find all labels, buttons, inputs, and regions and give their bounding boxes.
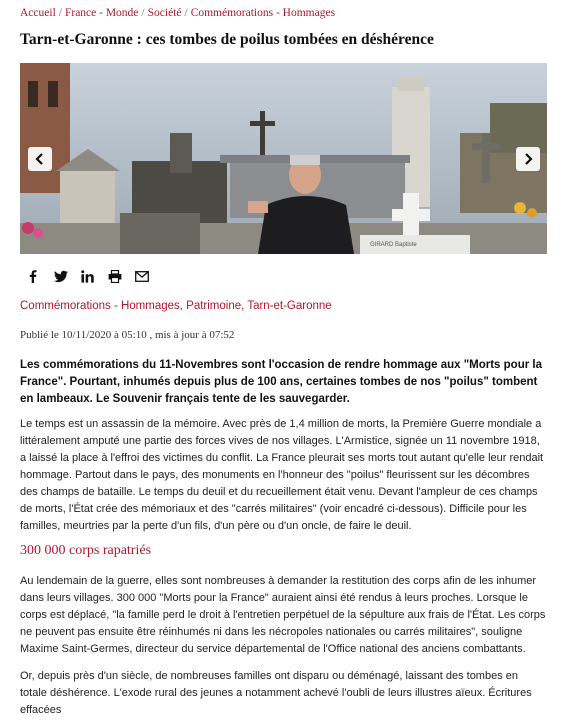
share-linkedin-button[interactable] — [81, 268, 108, 284]
breadcrumb-link-societe[interactable]: Société — [147, 7, 182, 19]
facebook-icon — [27, 269, 39, 283]
breadcrumb-separator: / — [141, 7, 145, 19]
article-paragraph: Le temps est un assassin de la mémoire. Avec près de 1,4 million de morts, la Première Guerre mondiale a littéralement amputé une partie des forces vives de nos villages. L'Armistice, signée un 11 novembre 1918, a laissé la place à l'effroi des victimes du conflit. La France pleurait ses morts tout autant qu'elle leur rendait hommage. Partout dans le pays, des monuments en l'honneur des "poilus" fleurissent sur les décombres des champs de bataille. Le temps du deuil et du recueillement était venu. Devant l'ampleur de ces champs de morts, l'État crée des mémoriaux et des "carrés militaires" (voir encadré ci-dessous). Difficile pour les familles, meurtries par la perte d'un fils, d'un père ou d'un oncle, de faire le deuil. — [20, 418, 544, 532]
email-icon — [135, 271, 149, 282]
breadcrumb-link-home[interactable]: Accueil — [20, 7, 56, 19]
cemetery-photo — [20, 63, 547, 254]
publication-date: Publié le 10/11/2020 à 05:10 , mis à jour à 07:52 — [20, 329, 235, 341]
twitter-icon — [54, 270, 68, 283]
article-paragraph: Au lendemain de la guerre, elles sont nombreuses à demander la restitution des corps afin de les inhumer dans leurs villages. 300 000 "Morts pour la France" auraient ainsi été rendus à leurs proches. Lorsque le corps est déplacé, "la famille perd le droit à l'entretien perpétuel de la sépulture aux frais de l'État. Les corps ne peuvent pas ensuite être réinhumés ni dans les nécropoles nationales ou carrés militaires", souligne Maxime Saint-Germes, directeur du service départemental de l'Office national des anciens combattants. — [20, 575, 546, 655]
tag-link[interactable]: Commémorations - Hommages — [20, 300, 180, 312]
print-icon — [108, 270, 122, 283]
carousel-prev-button[interactable] — [28, 147, 52, 171]
article-tags: Commémorations - Hommages, Patrimoine, Tarn-et-Garonne — [20, 300, 332, 312]
tag-link[interactable]: Patrimoine — [186, 300, 242, 312]
article-photo-carousel — [20, 63, 547, 254]
article-paragraph: Or, depuis près d'un siècle, de nombreuses familles ont disparu ou déménagé, laissant des tombes en totale déshérence. L'exode rural des jeunes a notamment achevé l'oubli de leurs illustres aïeux. Écritures effacées — [20, 670, 532, 716]
share-facebook-button[interactable] — [27, 268, 54, 284]
share-twitter-button[interactable] — [54, 268, 81, 284]
grave-plaque-text: GIRARD Baptiste — [370, 242, 417, 248]
article-subheading: 300 000 corps rapatriés — [20, 543, 152, 558]
share-email-button[interactable] — [135, 268, 162, 284]
print-button[interactable] — [108, 268, 135, 284]
article-title: Tarn-et-Garonne : ces tombes de poilus tombées en déshérence — [20, 31, 434, 48]
article-lead: Les commémorations du 11-Novembres sont l'occasion de rendre hommage aux "Morts pour la France". Pourtant, inhumés depuis plus de 100 ans, certaines tombes de nos "poilus" tombent en lambeaux. Le Souvenir français tente de les sauvegarder. — [20, 359, 542, 405]
tag-link[interactable]: Tarn-et-Garonne — [247, 300, 332, 312]
breadcrumb-separator: / — [58, 7, 62, 19]
breadcrumb-separator: / — [184, 7, 188, 19]
breadcrumb-link-commemorations[interactable]: Commémorations - Hommages — [190, 7, 336, 19]
carousel-next-button[interactable] — [516, 147, 540, 171]
breadcrumb-link-france-monde[interactable]: France - Monde — [64, 7, 139, 19]
share-bar — [27, 268, 162, 284]
breadcrumb — [20, 7, 335, 19]
chevron-left-icon — [34, 153, 46, 165]
chevron-right-icon — [522, 153, 534, 165]
linkedin-icon — [81, 270, 94, 283]
